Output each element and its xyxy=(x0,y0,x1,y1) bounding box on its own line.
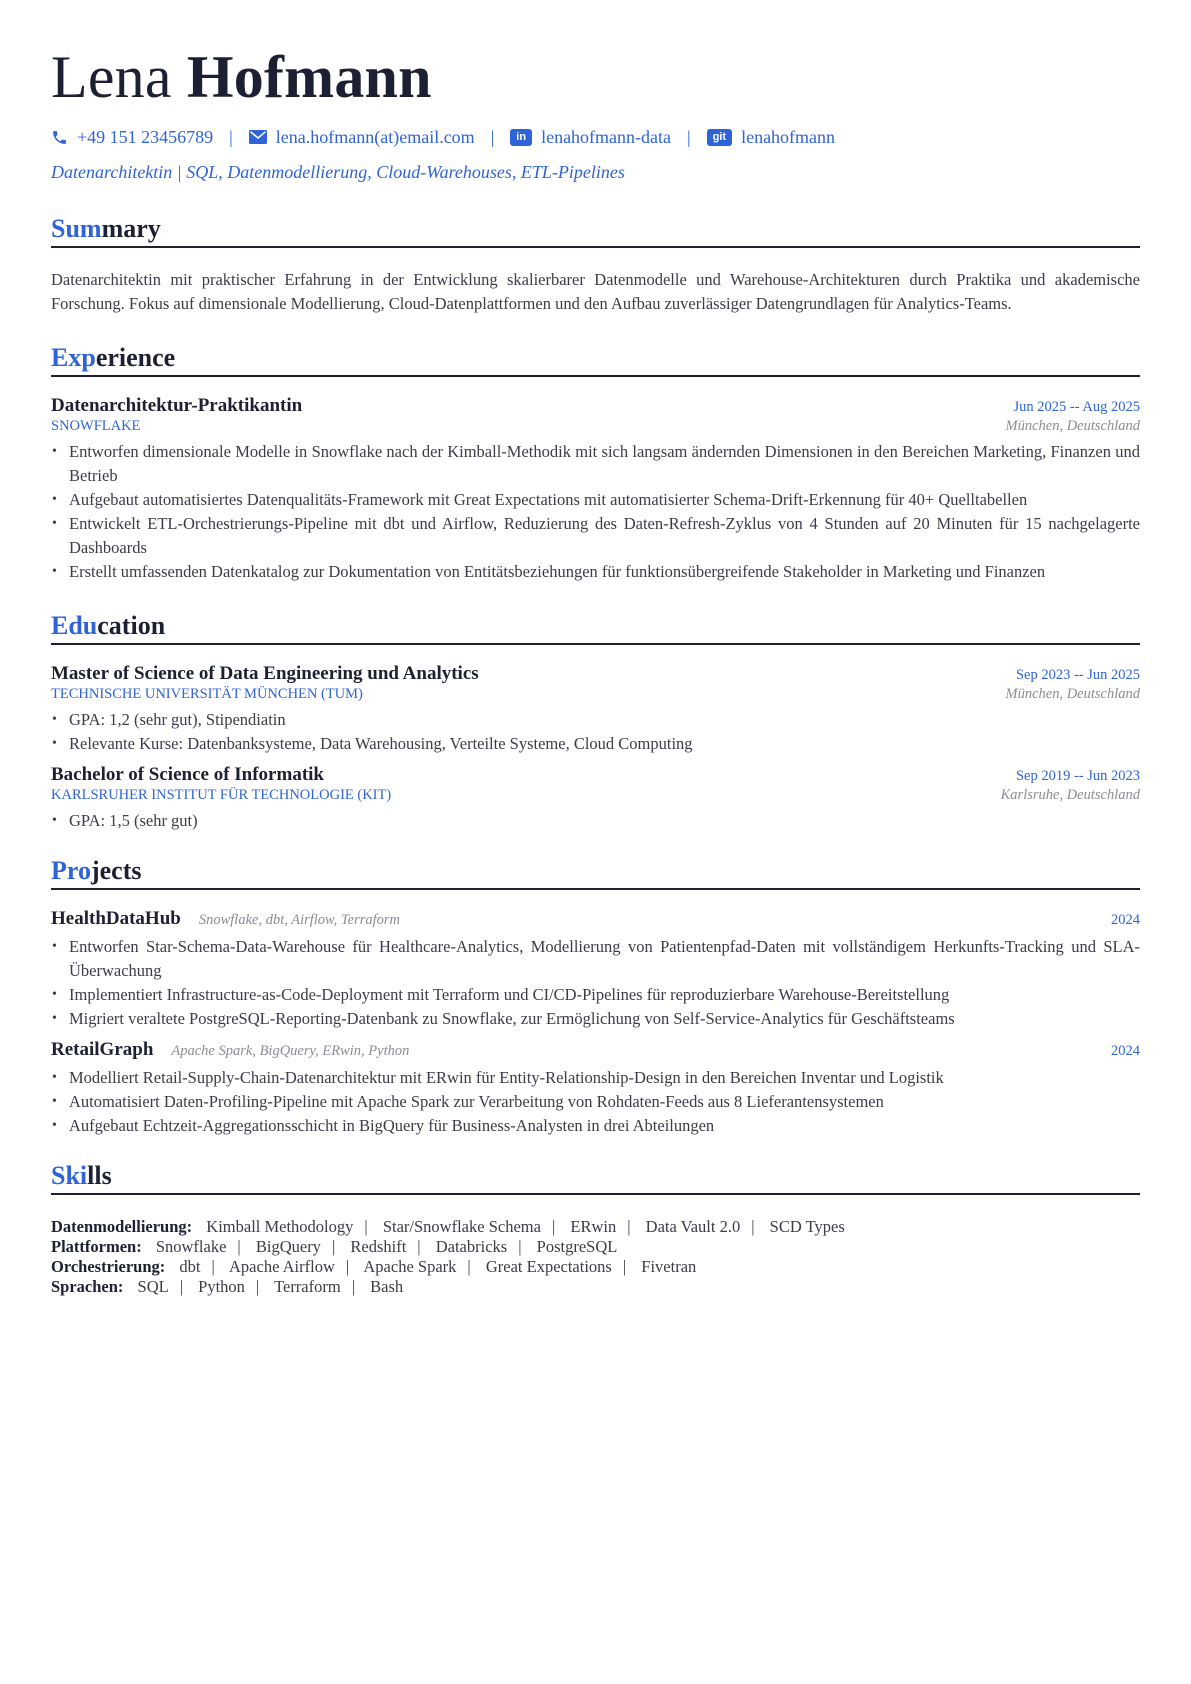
project-year: 2024 xyxy=(1111,1043,1140,1059)
university-name: KARLSRUHER INSTITUT FÜR TECHNOLOGIE (KIT) xyxy=(51,787,392,803)
github-handle: lenahofmann xyxy=(741,126,836,147)
email-address: lena.hofmann(at)email.com xyxy=(275,126,475,147)
phone-number: +49 151 23456789 xyxy=(77,126,214,147)
experience-entry xyxy=(51,395,1140,584)
skill-item: Star/Snowflake Schema xyxy=(382,1217,541,1236)
skill-item: Databricks xyxy=(435,1237,508,1256)
section-title-projects: Projects xyxy=(51,855,1140,890)
tagline: Datenarchitektin | SQL, Datenmodellierung, Cloud-Warehouses, ETL-Pipelines xyxy=(51,162,625,182)
project-title: RetailGraph Apache Spark, BigQuery, ERwin, Python xyxy=(51,1039,410,1060)
company-name: SNOWFLAKE xyxy=(51,418,141,434)
skill-row-plattformen: Plattformen: Snowflake | BigQuery | Redshift | Databricks | PostgreSQL xyxy=(51,1237,618,1256)
contact-bar xyxy=(51,124,1140,150)
skill-item: Apache Airflow xyxy=(229,1257,335,1276)
job-bullets xyxy=(51,440,1140,584)
skill-item: Apache Spark xyxy=(363,1257,457,1276)
project-tech: Snowflake, dbt, Airflow, Terraform xyxy=(198,912,401,928)
skill-item: BigQuery xyxy=(255,1237,321,1256)
candidate-name xyxy=(51,40,1140,114)
bullet-item: • Migriert veraltete PostgreSQL-Reporting-Datenbank zu Snowflake, zur Ermöglichung von Self-Service-Analytics für Geschäftsteams xyxy=(51,1007,1140,1031)
skill-item: Data Vault 2.0 xyxy=(645,1217,741,1236)
skill-item: Bash xyxy=(370,1277,404,1296)
university-name: TECHNISCHE UNIVERSITÄT MÜNCHEN (TUM) xyxy=(51,686,363,702)
project-title: HealthDataHub Snowflake, dbt, Airflow, Terraform xyxy=(51,908,401,929)
bullet-item: • Automatisiert Daten-Profiling-Pipeline mit Apache Spark zur Verarbeitung von Rohdaten-Feeds aus 8 Lieferantensystemen xyxy=(51,1090,1140,1114)
skill-item: Great Expectations xyxy=(485,1257,612,1276)
project-entry xyxy=(51,908,1140,1031)
phone-icon xyxy=(51,129,68,146)
bullet-item: • Aufgebaut automatisiertes Datenqualitäts-Framework mit Great Expectations mit automatisierter Schema-Drift-Erkennung für 40+ Quelltabellen xyxy=(51,488,1140,512)
job-dates: Jun 2025 -- Aug 2025 xyxy=(1013,399,1140,415)
section-title-skills: Skills xyxy=(51,1160,1140,1195)
skill-item: Redshift xyxy=(350,1237,407,1256)
bullet-item: • Erstellt umfassenden Datenkatalog zur Dokumentation von Entitätsbeziehungen für funktionsübergreifende Stakeholder in Marketing und Finanzen xyxy=(51,560,1140,584)
contact-linkedin[interactable] xyxy=(510,127,671,148)
skill-row-orchestrierung: Orchestrierung: dbt | Apache Airflow | Apache Spark | Great Expectations | Fivetran xyxy=(51,1257,697,1276)
degree-dates: Sep 2023 -- Jun 2025 xyxy=(1015,667,1140,683)
skill-row-sprachen: Sprachen: SQL | Python | Terraform | Bash xyxy=(51,1277,404,1296)
university-location: Karlsruhe, Deutschland xyxy=(1000,787,1140,803)
education-entry xyxy=(51,764,1140,833)
university-location: München, Deutschland xyxy=(1005,686,1140,702)
bullet-item: • Aufgebaut Echtzeit-Aggregationsschicht in BigQuery für Business-Analysten in drei Abteilungen xyxy=(51,1114,1140,1138)
project-bullets xyxy=(51,935,1140,1031)
linkedin-handle: lenahofmann-data xyxy=(541,126,672,147)
skill-item: Kimball Methodology xyxy=(206,1217,354,1236)
project-year: 2024 xyxy=(1111,912,1140,928)
section-title-summary: Summary xyxy=(51,213,1140,248)
last-name: Hofmann xyxy=(186,44,432,110)
project-entry xyxy=(51,1039,1140,1138)
skill-row-datenmodellierung: Datenmodellierung: Kimball Methodology | Star/Snowflake Schema | ERwin | Data Vault 2.0 | SCD Types xyxy=(51,1217,845,1236)
job-title: Datenarchitektur-Praktikantin xyxy=(51,395,303,416)
skill-item: Python xyxy=(198,1277,245,1296)
contact-github[interactable] xyxy=(707,127,835,148)
summary-text: Datenarchitektin mit praktischer Erfahrung in der Entwicklung skalierbarer Datenmodelle und Warehouse-Architekturen durch Praktika und akademische Forschung. Fokus auf dimensionale Modellierung, Cloud-Datenplattformen und den Aufbau zuverlässiger Datengrundlagen für Analytics-Teams. xyxy=(51,270,1140,313)
bullet-item: • GPA: 1,5 (sehr gut) xyxy=(51,809,1140,833)
section-title-experience: Experience xyxy=(51,342,1140,377)
contact-email[interactable] xyxy=(249,127,475,148)
bullet-item: • Modelliert Retail-Supply-Chain-Datenarchitektur mit ERwin für Entity-Relationship-Design in den Bereichen Inventar und Logistik xyxy=(51,1066,1140,1090)
bullet-item: • Entworfen Star-Schema-Data-Warehouse für Healthcare-Analytics, Modellierung von Patientenpfad-Daten mit vollständigem Herkunfts-Tracking und SLA-Überwachung xyxy=(51,935,1140,983)
bullet-item: • Relevante Kurse: Datenbanksysteme, Data Warehousing, Verteilte Systeme, Cloud Computing xyxy=(51,732,1140,756)
degree-bullets xyxy=(51,708,1140,756)
contact-phone[interactable] xyxy=(51,127,213,148)
job-location: München, Deutschland xyxy=(1005,418,1140,434)
section-title-education: Education xyxy=(51,610,1140,645)
first-name: Lena xyxy=(51,44,172,110)
degree-bullets xyxy=(51,809,1140,833)
skill-item: Terraform xyxy=(274,1277,341,1296)
skill-item: dbt xyxy=(179,1257,201,1276)
skill-item: Fivetran xyxy=(641,1257,697,1276)
contact-separator: | xyxy=(229,126,233,147)
education-entry xyxy=(51,663,1140,756)
envelope-icon xyxy=(249,130,267,144)
skills-list xyxy=(51,1217,1140,1297)
contact-separator: | xyxy=(490,126,495,147)
degree-dates: Sep 2019 -- Jun 2023 xyxy=(1015,768,1140,784)
bullet-item: • Entwickelt ETL-Orchestrierungs-Pipeline mit dbt und Airflow, Reduzierung des Daten-Refresh-Zyklus von 4 Stunden auf 20 Minuten für 15 nachgelagerte Dashboards xyxy=(51,512,1140,560)
git-icon: git xyxy=(707,129,732,146)
skill-item: SQL xyxy=(137,1277,169,1296)
bullet-item: • Entworfen dimensionale Modelle in Snowflake nach der Kimball-Methodik mit sich langsam ändernden Dimensionen in den Bereichen Marketing, Finanzen und Betrieb xyxy=(51,440,1140,488)
bullet-item: • Implementiert Infrastructure-as-Code-Deployment mit Terraform und CI/CD-Pipelines für reproduzierbare Warehouse-Bereitstellung xyxy=(51,983,1140,1007)
project-tech: Apache Spark, BigQuery, ERwin, Python xyxy=(171,1043,410,1059)
linkedin-icon: in xyxy=(510,129,532,146)
bullet-item: • GPA: 1,2 (sehr gut), Stipendiatin xyxy=(51,708,1140,732)
degree-title: Bachelor of Science of Informatik xyxy=(51,764,324,785)
skill-item: Snowflake xyxy=(155,1237,227,1256)
skill-item: ERwin xyxy=(570,1217,617,1236)
degree-title: Master of Science of Data Engineering und Analytics xyxy=(51,663,479,684)
contact-separator: | xyxy=(687,126,691,147)
skill-item: SCD Types xyxy=(769,1217,845,1236)
project-bullets xyxy=(51,1066,1140,1138)
skill-item: PostgreSQL xyxy=(536,1237,618,1256)
